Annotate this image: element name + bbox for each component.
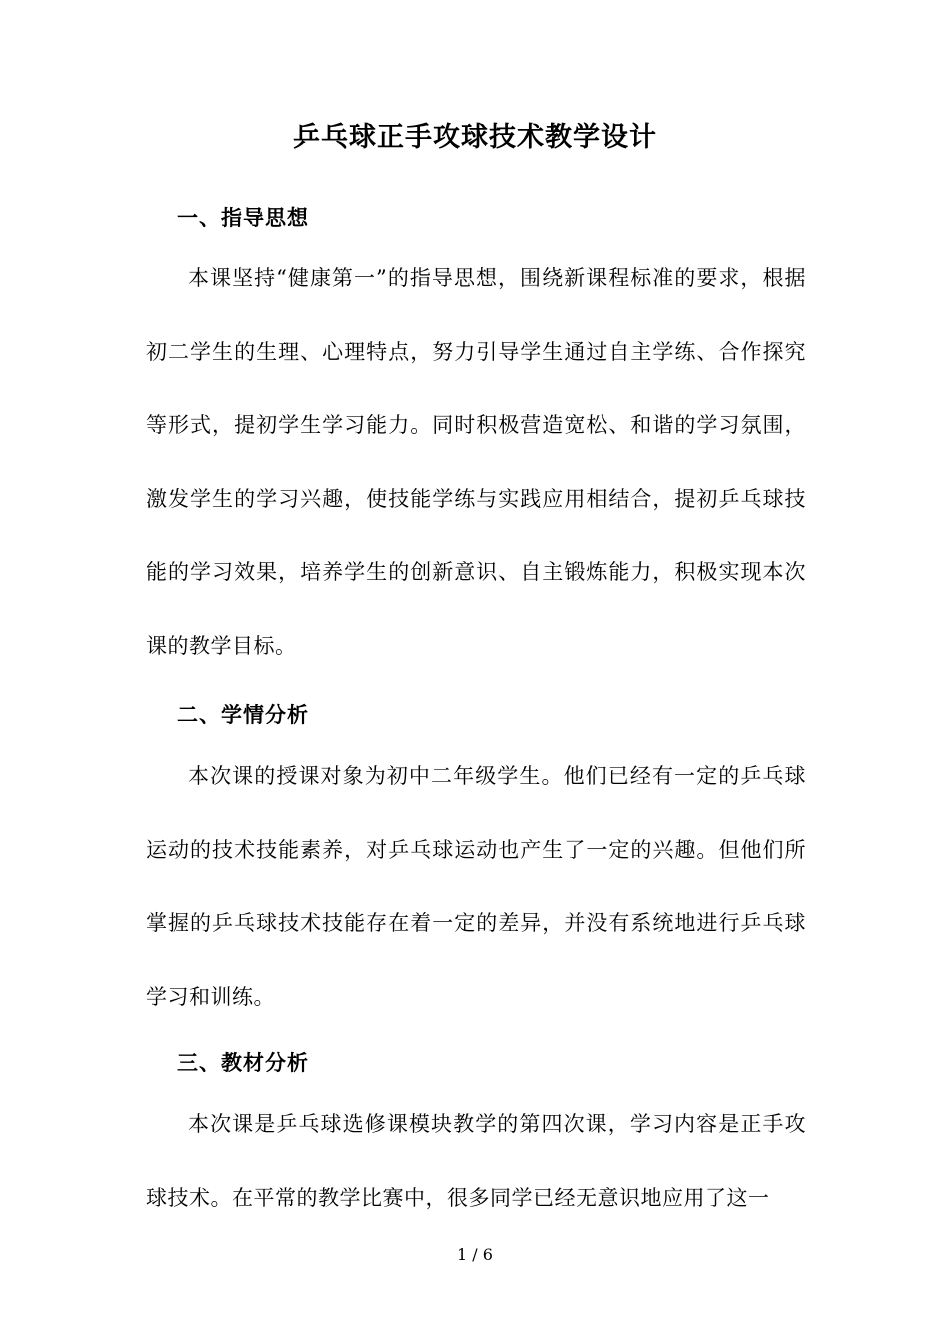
page-number: 1 / 6 <box>457 1245 493 1264</box>
section-paragraph-guiding-ideology: 本课坚持“健康第一”的指导思想，围绕新课程标准的要求，根据初二学生的生理、心理特点，努力引导学生通过自主学练、合作探究等形式，提初学生学习能力。同时积极营造宽松、和谐的学习氛围，激发学生的学习兴趣，使技能学练与实践应用相结合，提初乒乓球技能的学习效果，培养学生的创新意识、自主锻炼能力，积极实现本次课的教学目标。 <box>146 266 806 658</box>
section-paragraph-material-analysis: 本次课是乒乓球选修课模块教学的第四次课，学习内容是正手攻球技术。在平常的教学比赛中，很多同学已经无意识地应用了这一 <box>146 1112 806 1210</box>
section-heading-material-analysis: 三、教材分析 <box>177 1050 309 1075</box>
section-paragraph-learner-analysis: 本次课的授课对象为初中二年级学生。他们已经有一定的乒乓球运动的技术技能素养，对乒乓球运动也产生了一定的兴趣。但他们所掌握的乒乓球技术技能存在着一定的差异，并没有系统地进行乒乓球学习和训练。 <box>146 764 806 1009</box>
section-heading-learner-analysis: 二、学情分析 <box>177 702 309 727</box>
section-heading-guiding-ideology: 一、指导思想 <box>177 205 309 230</box>
document-title: 乒乓球正手攻球技术教学设计 <box>293 122 657 153</box>
